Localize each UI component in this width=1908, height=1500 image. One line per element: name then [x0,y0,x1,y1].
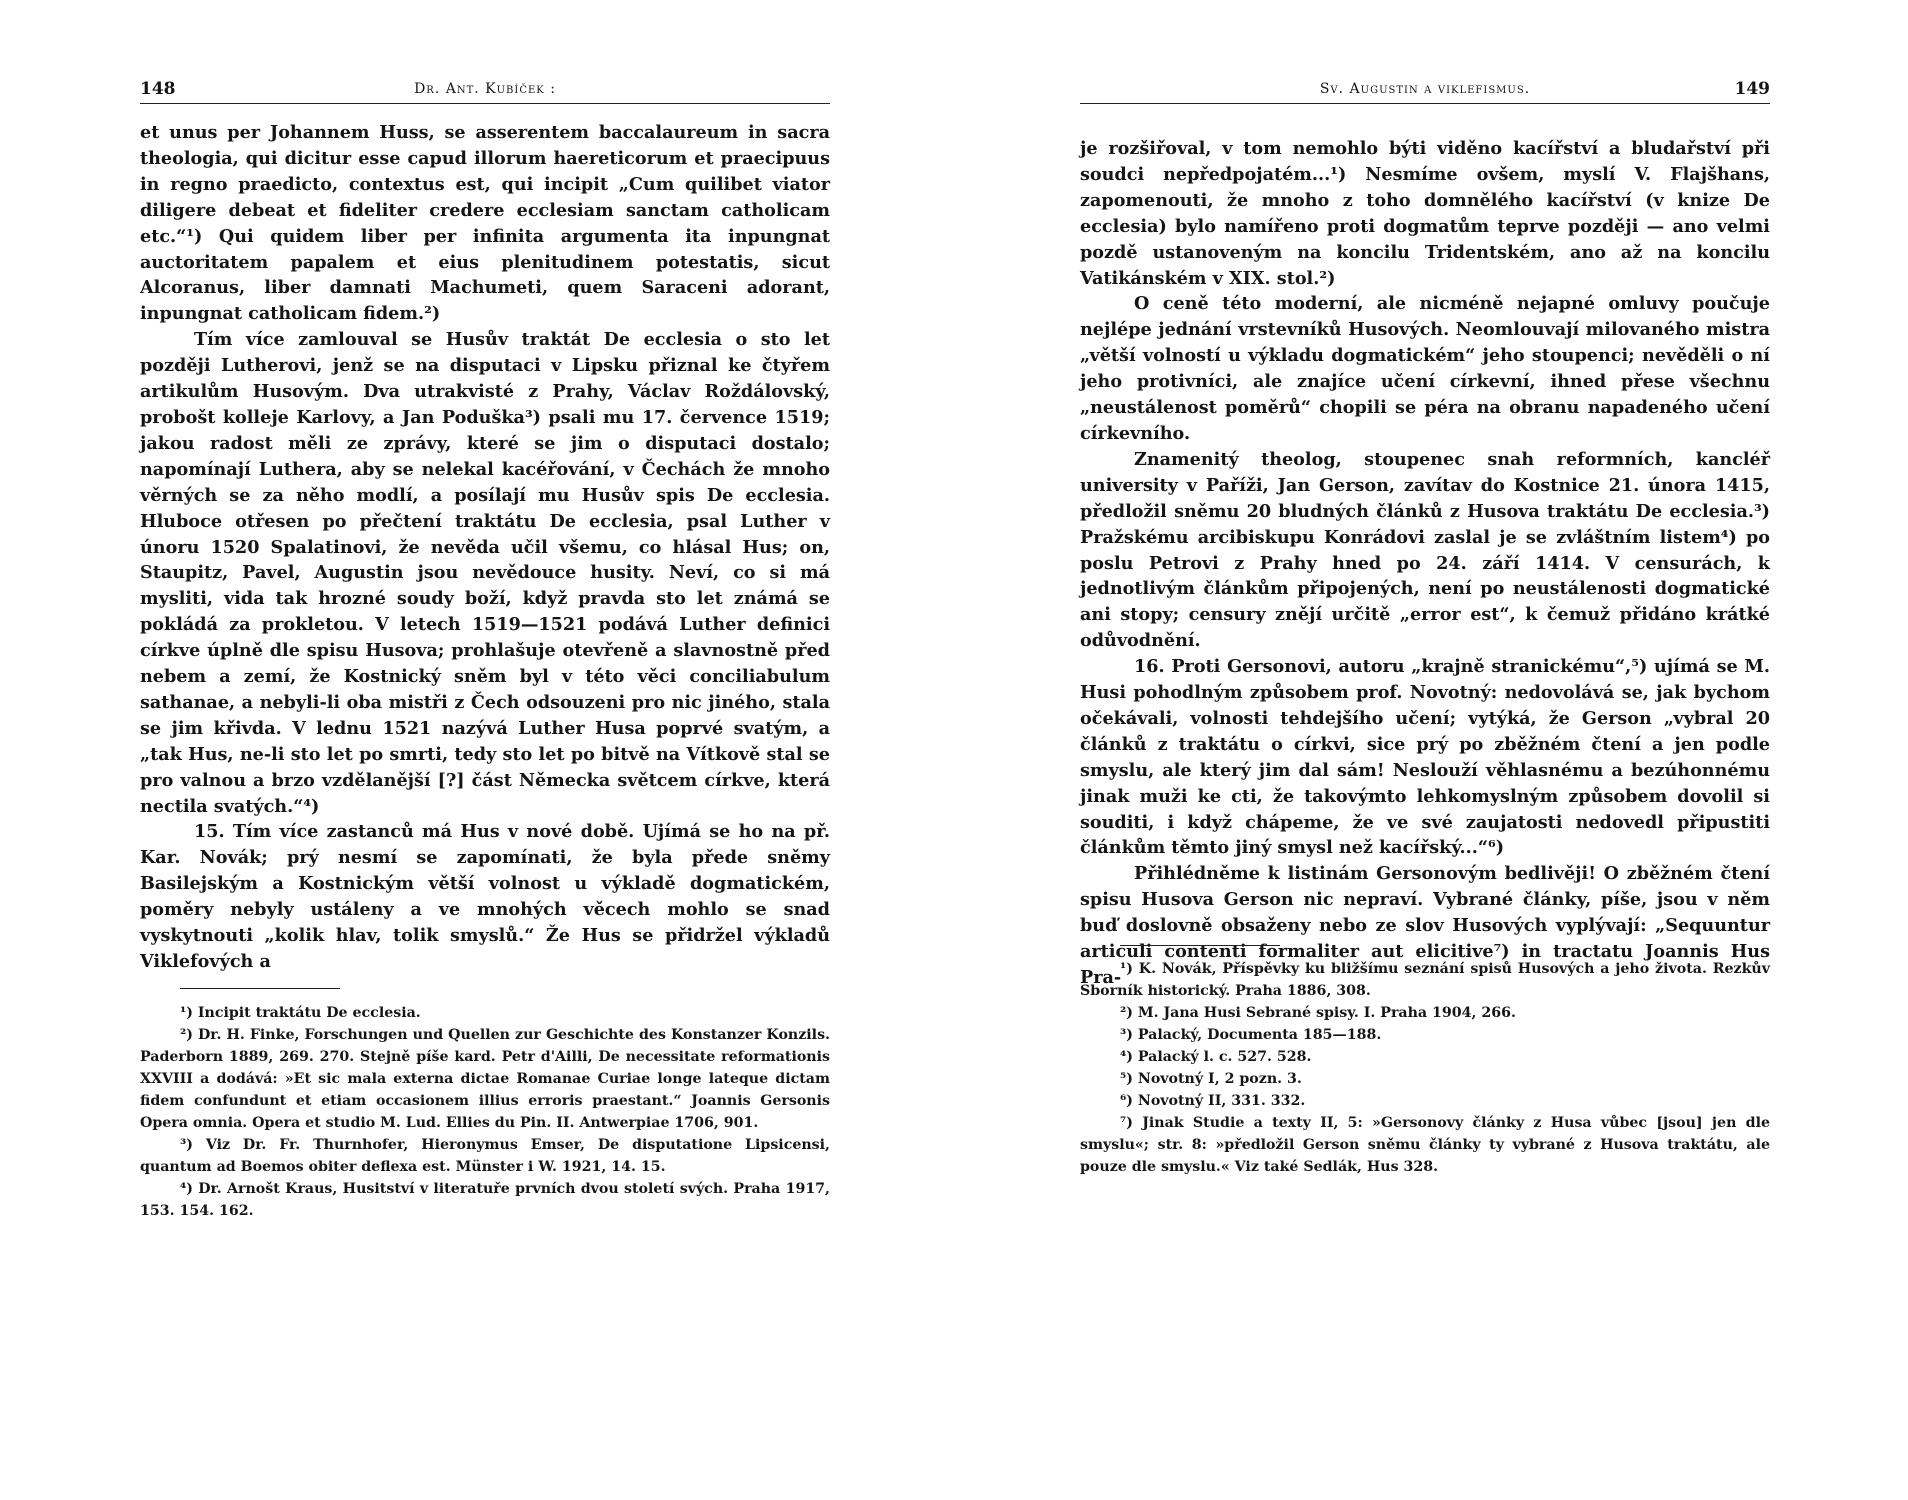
footnote-rule [180,988,340,989]
page-number: 149 [1734,79,1770,99]
paragraph: 16. Proti Gersonovi, autoru „krajně stranickému“,⁵) ujímá se M. Husi pohodlným způsobem prof. Novotný: nedovolává se, jak bychom očekávali, volnosti tehdejšího učení; vytýká, že Gerson „vybral 20 článků z traktátu o církvi, sice prý po zběžném čtení a jen podle smyslu, ale který jim dal sám! Neslouží věhlasnému a bezúhonnému jinak muži ke cti, že takovýmto lehkomyslným způsobem dovolil si souditi, i když chápeme, že ve své zaujatosti nedovedl připustiti článkům těmto jiný smysl než kacířský...“⁶) [1080,656,1770,859]
footnotes [1080,958,1770,1178]
body-text [140,120,830,975]
paragraph: Tím více zamlouval se Husův traktát De ecclesia o sto let později Lutherovi, jenž se na disputaci v Lipsku přiznal ke čtyřem artikulům Husovým. Dva utrakvisté z Prahy, Václav Roždálovský, probošt kolleje Karlovy, a Jan Poduška³) psali mu 17. července 1519; jakou radost měli ze zprávy, které se jim o disputaci dostalo; napomínají Luthera, aby se nelekal kacéřování, v Čechách že mnoho věrných se za něho modlí, a posílají mu Husův spis De ecclesia. Hluboce otřesen po přečtení traktátu De ecclesia, psal Luther v únoru 1520 Spalatinovi, že nevěda učil všemu, co hlásal Hus; on, Staupitz, Pavel, Augustin jsou nevědouce husity. Neví, co si má mysliti, vida tak hrozné soudy boží, když pravda sto let známá se pokládá za prokletou. V letech 1519—1521 podává Luther definici církve úplně dle spisu Husova; prohlašuje otevřeně a slavnostně před nebem a zemí, že Kostnický sněm byl v této věci conciliabulum sathanae, a nebyli-li oba mistři z Čech odsouzeni pro nic jiného, stala se jim křivda. V lednu 1521 nazývá Luther Husa poprvé svatým, a „tak Hus, ne-li sto let po smrti, tedy sto let po bitvě na Vítkově stal se pro valnou a brzo vzdělanější [?] část Německa světcem církve, která nectila svatých.“⁴) [140,329,830,817]
page-header [140,77,830,104]
footnote: ⁴) Dr. Arnošt Kraus, Husitství v literatuře prvních dvou století svých. Praha 1917, 153. 154. 162. [140,1181,830,1219]
footnotes [140,1002,830,1222]
left-page [140,0,830,1500]
paragraph: je rozšiřoval, v tom nemohlo býti viděno kacířství a bludařství při soudci nepředpojatém...¹) Nesmíme ovšem, myslí V. Flajšhans, zapomenouti, že mnoho z toho domnělého kacířství (v knize De ecclesia) bylo namířeno proti dogmatům teprve později — ano velmi pozdě ustanoveným na koncilu Tridentském, ano až na koncilu Vatikánském v XIX. stol.²) [1080,138,1770,289]
paragraph: Přihlédněme k listinám Gersonovým bedlivěji! O zběžném čtení spisu Husova Gerson nic nepraví. Vybrané články, píše, jsou v něm buď doslovně obsaženy nebo ze slov Husových vyplývají: „Sequuntur articuli contenti formaliter aut elicitive⁷) in tractatu Joannis Hus Pra- [1080,863,1770,988]
footnote: ²) M. Jana Husi Sebrané spisy. I. Praha 1904, 266. [1120,1005,1516,1021]
running-head: Dr. Ant. Kubíček : [414,81,556,97]
footnote: ⁷) Jinak Studie a texty II, 5: »Gersonovy články z Husa vůbec [jsou] jen dle smyslu«; str. 8: »předložil Gerson sněmu články ty vybrané z Husova traktátu, ale pouze dle smyslu.« Viz také Sedlák, Hus 328. [1080,1115,1770,1175]
footnote: ³) Viz Dr. Fr. Thurnhofer, Hieronymus Emser, De disputatione Lipsicensi, quantum ad Boemos obiter deflexa est. Münster i W. 1921, 14. 15. [140,1137,830,1175]
footnote: ⁴) Palacký l. c. 527. 528. [1120,1049,1312,1065]
paragraph: O ceně této moderní, ale nicméně nejapné omluvy poučuje nejlépe jednání vrstevníků Husových. Neomlouvají milovaného mistra „větší volností u výkladu dogmatickém“ jeho stoupenci; nevěděli o ní jeho protivníci, ale znajíce učení církevní, ihned přese všechnu „neustálenost poměrů“ chopili se péra na obranu napadeného učení církevního. [1080,293,1770,444]
body-text [1080,136,1770,991]
footnote: ⁵) Novotný I, 2 pozn. 3. [1120,1071,1302,1087]
right-page [1080,0,1770,1500]
page-header [1080,77,1770,104]
footnote: ¹) Incipit traktátu De ecclesia. [180,1005,421,1021]
footnote: ⁶) Novotný II, 331. 332. [1120,1093,1306,1109]
paragraph: et unus per Johannem Huss, se asserentem baccalaureum in sacra theologia, qui dicitur esse capud illorum haereticorum et praecipuus in regno praedicto, contextus est, qui incipit „Cum quilibet viator diligere debeat et fideliter credere ecclesiam sanctam catholicam etc.“¹) Qui quidem liber per infinita argumenta ita inpungnat auctoritatem papalem et eius plenitudinem potestatis, sicut Alcoranus, liber damnati Machumeti, quem Saraceni adorant, inpungnat catholicam fidem.²) [140,122,830,325]
page-number: 148 [140,79,176,99]
footnote: ²) Dr. H. Finke, Forschungen und Quellen zur Geschichte des Konstanzer Konzils. Paderborn 1889, 269. 270. Stejně píše kard. Petr d'Ailli, De necessitate reformationis XXVIII a dodává: »Et sic mala externa dictae Romanae Curiae longe lateque dictam fidem confundunt et etiam occasionem illius erroris praestant.“ Joannis Gersonis Opera omnia. Opera et studio M. Lud. Ellies du Pin. II. Antwerpiae 1706, 901. [140,1027,830,1131]
paragraph: Znamenitý theolog, stoupenec snah reformních, kancléř university v Paříži, Jan Gerson, zavítav do Kostnice 21. února 1415, předložil sněmu 20 bludných článků z Husova traktátu De ecclesia.³) Pražskému arcibiskupu Konrádovi zaslal je se zvláštním listem⁴) po poslu Petrovi z Prahy hned po 24. září 1414. V censurách, k jednotlivým článkům připojených, není po neustálenosti dogmatické ani stopy; censury znějí určitě „error est“, k čemuž přidáno krátké odůvodnění. [1080,448,1770,652]
footnote-rule [1120,945,1280,946]
paragraph: 15. Tím více zastanců má Hus v nové době. Ujímá se ho na př. Kar. Novák; prý nesmí se zapomínati, že byla přede sněmy Basilejským a Kostnickým větší volnost u výkladě dogmatickém, poměry nebyly ustáleny a ve mnohých věcech mohlo se snad vyskytnouti „kolik hlav, tolik smyslů.“ Že Hus se přidržel výkladů Viklefových a [140,821,830,972]
footnote: ³) Palacký, Documenta 185—188. [1120,1027,1382,1043]
footnote: ¹) K. Novák, Příspěvky ku bližšímu seznání spisů Husových a jeho života. Rezkův Sborník historický. Praha 1886, 308. [1080,961,1770,999]
running-head: Sv. Augustin a viklefismus. [1319,81,1531,97]
